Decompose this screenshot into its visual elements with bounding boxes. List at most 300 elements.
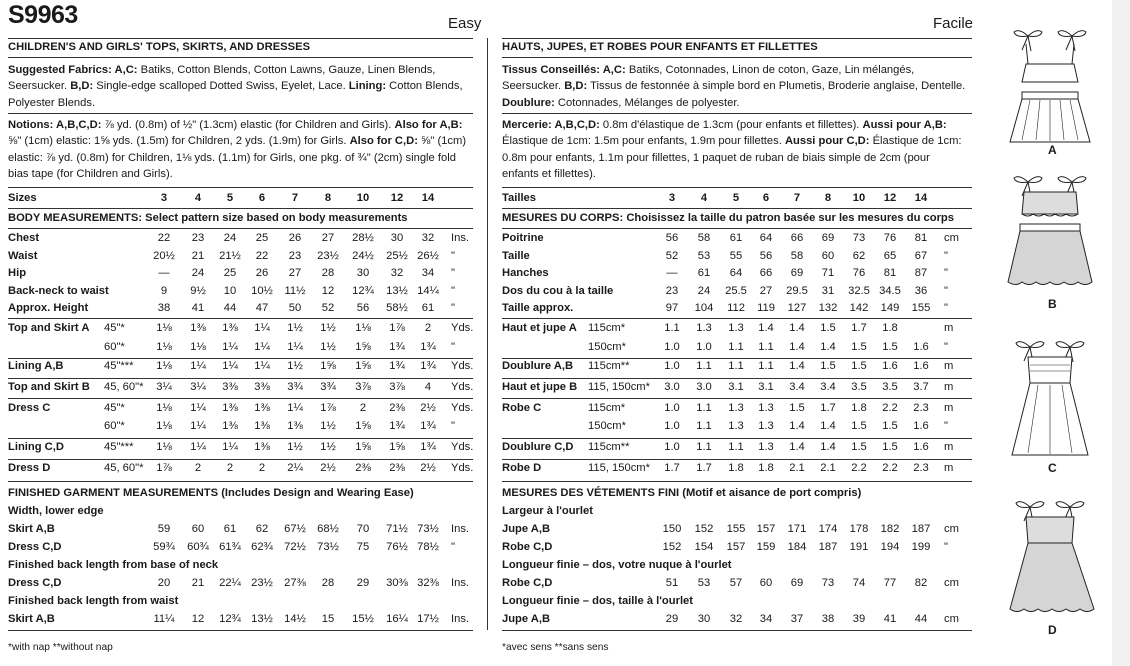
- text-segment: Seersucker.: [8, 80, 71, 93]
- yardage-value: 2⅜: [389, 462, 405, 474]
- body-value: 61: [421, 302, 435, 314]
- unit-label: ": [451, 250, 455, 262]
- yardage-value: 2¼: [287, 462, 303, 474]
- body-row-label: Hanches: [502, 267, 549, 279]
- title-rule: [8, 57, 473, 58]
- finished-row-label: Dress C,D: [8, 577, 62, 589]
- unit-label: Yds.: [451, 441, 474, 453]
- yardage-value: 1.0: [664, 402, 680, 414]
- notions-line: [8, 150, 456, 166]
- sizes-rule: [8, 208, 473, 209]
- body-value: 10: [223, 285, 237, 297]
- yardage-end-rule: [502, 481, 972, 482]
- yardage-value: 1⅝: [355, 420, 371, 432]
- yardage-value: 1.1: [664, 322, 680, 334]
- body-value: 31: [821, 285, 835, 297]
- yardage-value: 1.8: [728, 462, 744, 474]
- finished-value: 155: [726, 523, 746, 535]
- fabric-width: 150cm*: [588, 341, 626, 353]
- finished-value: 73½: [317, 541, 339, 553]
- finished-row-label: Jupe A,B: [502, 613, 551, 625]
- body-value: 97: [665, 302, 679, 314]
- yardage-row-label: Lining C,D: [8, 441, 64, 453]
- yardage-value: 1.1: [728, 341, 744, 353]
- yardage-value: 1.3: [728, 420, 744, 432]
- yardage-value: 1⅜: [254, 402, 270, 414]
- fabrics-line: [8, 95, 95, 111]
- fabric-width: 45"***: [104, 441, 134, 453]
- finished-value: 17½: [417, 613, 439, 625]
- finished-row-label: Finished back length from base of neck: [8, 559, 219, 571]
- finished-header: MESURES DES VÉTEMENTS FINI (Motif et aisance de port compris): [502, 487, 862, 499]
- yardage-value: 1⅜: [254, 420, 270, 432]
- text-segment: Batiks, Cotton Blends, Cotton Lawns, Gauze, Linen Blends,: [137, 64, 436, 76]
- body-value: 30: [356, 267, 370, 279]
- finished-value: 59¾: [153, 541, 175, 553]
- yardage-value: 2.3: [913, 402, 929, 414]
- view-c-illustration: [1000, 335, 1100, 460]
- finished-row-label: Jupe A,B: [502, 523, 551, 535]
- yardage-value: 1.4: [789, 341, 805, 353]
- unit-label: Ins.: [451, 523, 470, 535]
- yardage-value: 1.5: [851, 341, 867, 353]
- fabrics-line: [8, 62, 435, 78]
- bold-segment: B,D:: [564, 80, 588, 93]
- yardage-value: 1.3: [728, 322, 744, 334]
- body-value: 67: [914, 250, 928, 262]
- size-header: 4: [700, 192, 708, 204]
- yardage-value: 1⅜: [287, 420, 303, 432]
- yardage-value: 3⅜: [222, 381, 238, 393]
- finished-row-label: Dress C,D: [8, 541, 62, 553]
- fabric-width: 45, 60"*: [104, 381, 144, 393]
- yardage-value: 1.7: [664, 462, 680, 474]
- body-value: 25: [223, 267, 237, 279]
- right-margin: [1112, 0, 1130, 666]
- finished-end-rule: [502, 630, 972, 631]
- yardage-value: 1.1: [696, 402, 712, 414]
- unit-label: ": [451, 285, 455, 297]
- finished-value: 194: [880, 541, 900, 553]
- body-value: 28: [321, 267, 335, 279]
- body-value: 52: [665, 250, 679, 262]
- yardage-rule: [502, 438, 972, 439]
- body-value: 32.5: [848, 285, 870, 297]
- bold-segment: Doublure:: [502, 96, 555, 109]
- size-header: 14: [421, 192, 435, 204]
- view-d-illustration: [1000, 497, 1100, 619]
- finished-value: 27⅜: [284, 577, 306, 589]
- yardage-rule: [8, 398, 473, 399]
- unit-label: cm: [944, 523, 959, 535]
- finished-value: 15½: [352, 613, 374, 625]
- finished-value: 73: [821, 577, 835, 589]
- body-value: 26: [288, 232, 302, 244]
- body-value: 132: [818, 302, 838, 314]
- finished-value: 184: [787, 541, 807, 553]
- notions-line: [8, 117, 462, 133]
- finished-value: 51: [665, 577, 679, 589]
- finished-value: 150: [662, 523, 682, 535]
- yardage-value: 1⅜: [222, 322, 238, 334]
- body-value: 25.5: [725, 285, 747, 297]
- yardage-value: 1¼: [190, 420, 206, 432]
- pattern-number: S9963: [8, 1, 78, 29]
- unit-label: ": [944, 267, 948, 279]
- size-header: 8: [824, 192, 832, 204]
- yardage-value: 1¾: [389, 360, 405, 372]
- yardage-value: 3.5: [851, 381, 867, 393]
- body-value: 25½: [386, 250, 408, 262]
- body-value: 58: [697, 232, 711, 244]
- yardage-value: 1.8: [758, 462, 774, 474]
- yardage-value: 1⅝: [320, 360, 336, 372]
- body-value: 47: [255, 302, 269, 314]
- fabrics-line: [502, 62, 914, 78]
- body-value: 155: [911, 302, 931, 314]
- body-value: 34.5: [879, 285, 901, 297]
- section-title: CHILDREN'S AND GIRLS' TOPS, SKIRTS, AND DRESSES: [8, 41, 311, 53]
- yardage-rule: [8, 358, 473, 359]
- fabric-width: 45"***: [104, 360, 134, 372]
- yardage-row-label: Robe C: [502, 402, 542, 414]
- bold-segment: Also for C,D:: [349, 135, 418, 148]
- yardage-value: 1⅞: [156, 462, 172, 474]
- view-letter-d: D: [1048, 623, 1057, 637]
- finished-value: 75: [356, 541, 370, 553]
- yardage-value: 1¼: [287, 341, 303, 353]
- notions-line: [502, 133, 962, 149]
- bold-segment: Mercerie: A,B,C,D:: [502, 119, 600, 131]
- finished-value: 14½: [284, 613, 306, 625]
- body-value: 21½: [219, 250, 241, 262]
- yardage-rule: [8, 378, 473, 379]
- unit-label: m: [944, 402, 954, 414]
- fabric-width: 60"*: [104, 420, 125, 432]
- yardage-value: 2.2: [882, 402, 898, 414]
- fabrics-line: [502, 78, 965, 94]
- body-value: 56: [665, 232, 679, 244]
- view-a-illustration: [1000, 14, 1100, 144]
- fabric-width: 45"*: [104, 322, 125, 334]
- text-segment: Élastique de 1cm: 1.5m pour enfants, 1.9m pour fillettes.: [502, 135, 785, 148]
- finished-value: 34: [759, 613, 773, 625]
- size-header: 6: [762, 192, 770, 204]
- fabrics-rule: [8, 113, 473, 114]
- finished-value: 28: [321, 577, 335, 589]
- finished-value: 62¾: [251, 541, 273, 553]
- yardage-row-label: Robe D: [502, 462, 542, 474]
- body-header-rule: [502, 228, 972, 229]
- notions-line: [8, 133, 466, 149]
- yardage-value: 1.4: [820, 341, 836, 353]
- yardage-value: 1¼: [222, 341, 238, 353]
- finished-value: 78½: [417, 541, 439, 553]
- yardage-row-label: Haut et jupe A: [502, 322, 577, 334]
- finished-row-label: Finished back length from waist: [8, 595, 179, 607]
- body-value: 10½: [251, 285, 273, 297]
- body-row-label: Poitrine: [502, 232, 544, 244]
- body-value: 36: [914, 285, 928, 297]
- notions-line: [502, 166, 596, 182]
- body-value: 81: [914, 232, 928, 244]
- body-value: 76: [883, 232, 897, 244]
- unit-label: m: [944, 322, 954, 334]
- fabric-width: 45, 60"*: [104, 462, 144, 474]
- unit-label: cm: [944, 577, 959, 589]
- yardage-value: 1.1: [758, 341, 774, 353]
- yardage-value: 1⅜: [254, 441, 270, 453]
- body-value: 81: [883, 267, 897, 279]
- finished-value: 15: [321, 613, 335, 625]
- body-value: —: [666, 267, 678, 279]
- yardage-rule: [502, 358, 972, 359]
- yardage-value: 1.6: [913, 341, 929, 353]
- yardage-row-label: Lining A,B: [8, 360, 64, 372]
- body-end-rule: [502, 318, 972, 319]
- finished-value: 70: [356, 523, 370, 535]
- unit-label: m: [944, 381, 954, 393]
- body-row-label: Approx. Height: [8, 302, 89, 314]
- finished-value: 20: [157, 577, 171, 589]
- body-value: 66: [759, 267, 773, 279]
- body-value: 24: [223, 232, 237, 244]
- size-header: 3: [160, 192, 168, 204]
- yardage-value: 1⅝: [355, 341, 371, 353]
- finished-value: 68½: [317, 523, 339, 535]
- yardage-value: 1.3: [696, 322, 712, 334]
- yardage-value: 4: [424, 381, 432, 393]
- yardage-value: 1.4: [820, 441, 836, 453]
- yardage-value: 3¼: [156, 381, 172, 393]
- finished-value: 76½: [386, 541, 408, 553]
- size-header: 12: [883, 192, 897, 204]
- bold-segment: Lining:: [348, 80, 387, 93]
- finished-value: 53: [697, 577, 711, 589]
- fabric-width: 150cm*: [588, 420, 626, 432]
- yardage-value: 1.4: [758, 322, 774, 334]
- view-letter-a: A: [1048, 143, 1057, 157]
- body-value: 22: [157, 232, 171, 244]
- body-value: 76: [852, 267, 866, 279]
- size-header: 7: [793, 192, 801, 204]
- yardage-value: 1¾: [420, 441, 436, 453]
- body-value: 53: [697, 250, 711, 262]
- yardage-value: 1.4: [820, 420, 836, 432]
- finished-value: 44: [914, 613, 928, 625]
- body-value: 142: [849, 302, 869, 314]
- yardage-row-label: Dress C: [8, 402, 51, 414]
- yardage-value: 1¼: [222, 441, 238, 453]
- size-header: 10: [852, 192, 866, 204]
- yardage-value: 1.0: [664, 441, 680, 453]
- unit-label: m: [944, 360, 954, 372]
- body-value: 52: [321, 302, 335, 314]
- footnote: *with nap **without nap: [8, 642, 113, 653]
- yardage-value: 1⅜: [190, 322, 206, 334]
- yardage-value: 2.2: [851, 462, 867, 474]
- body-value: 119: [757, 302, 775, 314]
- body-value: 32: [421, 232, 435, 244]
- finished-row-label: Longueur finie – dos, taille à l'ourlet: [502, 595, 694, 607]
- size-header: 8: [324, 192, 332, 204]
- body-header-rule: [8, 228, 473, 229]
- yardage-value: 1½: [320, 341, 336, 353]
- finished-row-label: Skirt A,B: [8, 523, 55, 535]
- yardage-rule: [8, 438, 473, 439]
- body-row-label: Back-neck to waist: [8, 285, 109, 297]
- yardage-value: 1.1: [728, 360, 744, 372]
- yardage-value: 2: [359, 402, 367, 414]
- yardage-value: 3.4: [789, 381, 805, 393]
- finished-value: 60: [759, 577, 773, 589]
- finished-row-label: Robe C,D: [502, 577, 553, 589]
- finished-value: 152: [694, 523, 714, 535]
- yardage-value: 1.5: [820, 360, 836, 372]
- body-value: 58: [790, 250, 804, 262]
- yardage-value: 2: [258, 462, 266, 474]
- yardage-value: 1⅛: [156, 420, 172, 432]
- text-segment: Single-edge scalloped Dotted Swiss, Eyelet, Lace.: [93, 80, 349, 93]
- yardage-value: 1.5: [882, 341, 898, 353]
- finished-value: 74: [852, 577, 866, 589]
- fabric-width: 115cm**: [588, 360, 630, 372]
- sizes-label: Tailles: [502, 192, 536, 204]
- view-b-illustration: [1000, 170, 1100, 295]
- yardage-value: 1.4: [789, 360, 805, 372]
- yardage-value: 1.1: [696, 441, 712, 453]
- yardage-value: 2⅜: [355, 462, 371, 474]
- body-value: 104: [694, 302, 714, 314]
- finished-value: 82: [914, 577, 928, 589]
- yardage-value: 2½: [420, 402, 436, 414]
- title-rule: [502, 57, 972, 58]
- yardage-value: 1.5: [789, 402, 805, 414]
- yardage-value: 3.1: [728, 381, 744, 393]
- yardage-value: 1.4: [789, 322, 805, 334]
- yardage-value: 3.4: [820, 381, 836, 393]
- yardage-value: 1¾: [389, 341, 405, 353]
- yardage-value: 1¾: [420, 420, 436, 432]
- finished-value: 59: [157, 523, 171, 535]
- finished-value: 38: [821, 613, 835, 625]
- finished-value: 69: [790, 577, 804, 589]
- fabric-width: 45"*: [104, 402, 125, 414]
- finished-row-label: Largeur à l'ourlet: [502, 505, 593, 517]
- yardage-value: 1⅛: [355, 322, 371, 334]
- text-segment: Cotton Blends,: [386, 80, 463, 93]
- yardage-value: 3¼: [190, 381, 206, 393]
- yardage-value: 1.8: [882, 322, 898, 334]
- unit-label: ": [944, 250, 948, 262]
- body-value: 64: [729, 267, 743, 279]
- yardage-value: 1⅝: [355, 360, 371, 372]
- section-title: HAUTS, JUPES, ET ROBES POUR ENFANTS ET FILLETTES: [502, 41, 818, 53]
- yardage-value: 1.3: [728, 402, 744, 414]
- body-value: 27: [321, 232, 335, 244]
- finished-value: 41: [883, 613, 897, 625]
- body-value: 26: [255, 267, 269, 279]
- finished-value: 154: [694, 541, 714, 553]
- body-value: 27: [759, 285, 773, 297]
- body-value: 30: [390, 232, 404, 244]
- fabrics-line: [502, 95, 740, 111]
- body-value: 62: [852, 250, 866, 262]
- yardage-value: 1.7: [851, 322, 867, 334]
- yardage-value: 1.3: [758, 441, 774, 453]
- size-header: 5: [732, 192, 740, 204]
- body-value: 65: [883, 250, 897, 262]
- yardage-value: 1¼: [254, 341, 270, 353]
- body-value: 38: [157, 302, 171, 314]
- finished-row-label: Longueur finie – dos, votre nuque à l'ourlet: [502, 559, 732, 571]
- finished-value: 13½: [251, 613, 273, 625]
- yardage-value: 1.6: [882, 360, 898, 372]
- yardage-value: 1.6: [913, 420, 929, 432]
- fabric-width: 115, 150cm*: [588, 381, 650, 393]
- finished-value: 187: [818, 541, 838, 553]
- body-row-label: Taille: [502, 250, 530, 262]
- unit-label: Yds.: [451, 322, 474, 334]
- bold-segment: Tissus Conseillés: A,C:: [502, 64, 626, 76]
- fabric-width: 60"*: [104, 341, 125, 353]
- finished-value: 32: [729, 613, 743, 625]
- finished-value: 23½: [251, 577, 273, 589]
- yardage-value: 1⅝: [389, 441, 405, 453]
- yardage-value: 3⅜: [254, 381, 270, 393]
- text-segment: Cotonnades, Mélanges de polyester.: [554, 96, 740, 109]
- finished-value: 72½: [284, 541, 306, 553]
- yardage-value: 1.4: [789, 441, 805, 453]
- yardage-value: 3¾: [287, 381, 303, 393]
- finished-value: 22¼: [219, 577, 241, 589]
- fabrics-line: [8, 78, 463, 94]
- body-value: 25: [255, 232, 269, 244]
- finished-value: 60: [191, 523, 205, 535]
- body-value: 11½: [284, 285, 306, 297]
- bold-segment: B,D:: [70, 80, 94, 93]
- body-row-label: Chest: [8, 232, 40, 244]
- yardage-value: 2⅜: [389, 402, 405, 414]
- body-value: 26½: [417, 250, 439, 262]
- yardage-rule: [502, 378, 972, 379]
- body-value: 87: [914, 267, 928, 279]
- unit-label: Ins.: [451, 613, 470, 625]
- finished-value: 29: [665, 613, 679, 625]
- text-segment: Polyester Blends.: [8, 96, 96, 109]
- finished-value: 60¾: [187, 541, 209, 553]
- finished-value: 77: [883, 577, 897, 589]
- bold-segment: Aussi pour A,B:: [862, 119, 947, 131]
- text-segment: Seersucker.: [502, 80, 565, 93]
- yardage-value: 1⅛: [156, 402, 172, 414]
- yardage-value: 1.0: [664, 420, 680, 432]
- yardage-value: 1.5: [851, 441, 867, 453]
- body-value: 56: [356, 302, 370, 314]
- finished-row-label: Robe C,D: [502, 541, 553, 553]
- yardage-value: 1⅛: [190, 341, 206, 353]
- finished-value: 171: [787, 523, 807, 535]
- yardage-value: 1¼: [190, 402, 206, 414]
- fabric-width: 115cm*: [588, 402, 626, 414]
- unit-label: ": [944, 541, 948, 553]
- yardage-value: 1.5: [851, 360, 867, 372]
- size-header: 14: [914, 192, 928, 204]
- finished-value: 57: [729, 577, 743, 589]
- yardage-value: 1.1: [728, 441, 744, 453]
- bold-segment: Aussi pour C,D:: [784, 135, 870, 148]
- yardage-row-label: Top and Skirt B: [8, 381, 90, 393]
